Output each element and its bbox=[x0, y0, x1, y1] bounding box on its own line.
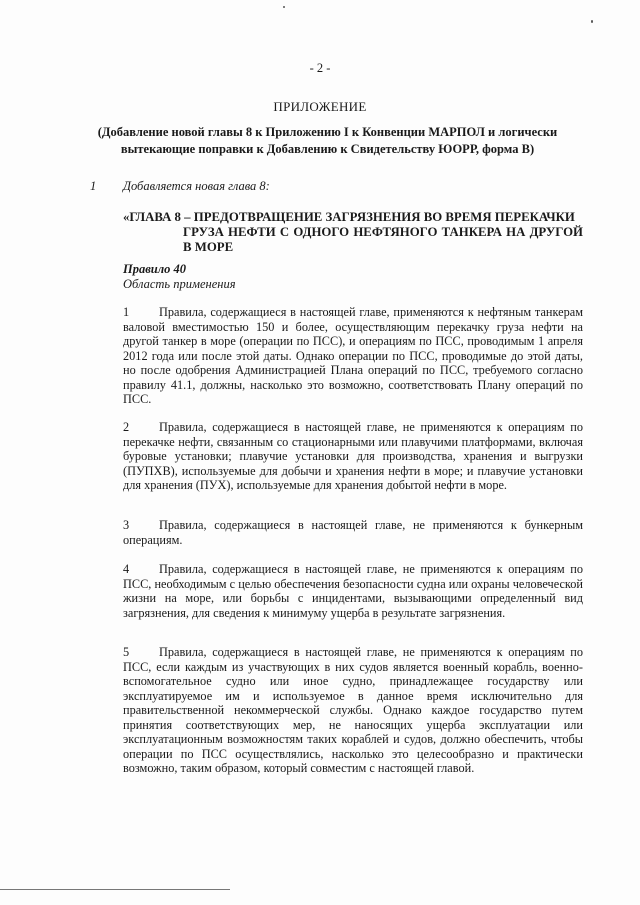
footnote-rule bbox=[0, 889, 230, 890]
paragraph-text: Правила, содержащиеся в настоящей главе, применяются к нефтяным танкерам валовой вместимостью 150 и более, осуществляющим перекачку груза нефти на другой танкер в море (операции по ПСС), и операциям по ПСС, проводимым 1 апреля 2012 года или после этой даты. Однако операции по ПСС, проводимые до этой даты, но после одобрения Администрацией Плана операций по ПСС, требуемого согласно правилу 41.1, должны, насколько это возможно, соответствовать Плану операций по ПСС. bbox=[123, 305, 583, 406]
paragraph-number: 2 bbox=[123, 420, 130, 434]
paragraph-number: 1 bbox=[123, 305, 130, 319]
appendix-subtitle: (Добавление новой главы 8 к Приложению I к Конвенции МАРПОЛ и логически вытекающие поправки к Добавлению к Свидетельству ЮОРР, форма В) bbox=[97, 125, 558, 156]
rule-title: Правило 40 bbox=[123, 262, 187, 276]
paragraph-text: Правила, содержащиеся в настоящей главе, не применяются к бункерным операциям. bbox=[123, 518, 583, 547]
paragraph-text: Правила, содержащиеся в настоящей главе, не применяются к операциям по перекачке нефти, связанным со стационарными или плавучими платформами, включая буровые установки; плавучие установки для производства, хранения и выгрузки (ПУПХВ), используемые для добычи и хранения нефти в море; и плавучие установки для хранения (ПУХ), используемые для хранения добытой нефти в море. bbox=[123, 420, 583, 492]
paragraph-text: Правила, содержащиеся в настоящей главе, не применяются к операциям по ПСС, необходимым с целью обеспечения безопасности судна или охраны человеческой жизни на море, или борьбы с инцидентами, вызывающими определенный вид загрязнения, для сведения к минимуму ущерба в результате загрязнения. bbox=[123, 562, 583, 620]
paragraph-1 bbox=[123, 305, 583, 407]
intro-line: Добавляется новая глава 8: bbox=[123, 179, 270, 193]
paragraph-number: 4 bbox=[123, 562, 130, 576]
paragraph-4 bbox=[123, 562, 583, 620]
scan-speck bbox=[591, 20, 593, 23]
item-marker: 1 bbox=[90, 179, 97, 193]
chapter-heading-line1: «ГЛАВА 8 – ПРЕДОТВРАЩЕНИЕ ЗАГРЯЗНЕНИЯ ВО ВРЕМЯ ПЕРЕКАЧКИ bbox=[123, 210, 575, 224]
paragraph-text: Правила, содержащиеся в настоящей главе, не применяются к операциям по ПСС, если каждым из участвующих в них судов является военный корабль, военно-вспомогательное судно или иное судно, принадлежащее государству или эксплуатируемое им и используемое в данное время исключительно для правительственной некоммерческой службы. Однако каждое государство путем принятия соответствующих мер, не наносящих ущерба эксплуатации или эксплуатационным возможностям таких кораблей и судов, должно обеспечить, чтобы операции по ПСС осуществлялись, насколько это целесообразно и практически возможно, таким образом, который совместим с настоящей главой. bbox=[123, 645, 583, 775]
appendix-title: ПРИЛОЖЕНИЕ bbox=[273, 99, 367, 114]
chapter-heading bbox=[123, 210, 583, 255]
chapter-heading-line2: ГРУЗА НЕФТИ С ОДНОГО НЕФТЯНОГО ТАНКЕРА НА ДРУГОЙ В МОРЕ bbox=[183, 225, 583, 254]
paragraph-5 bbox=[123, 645, 583, 776]
scan-speck bbox=[283, 6, 285, 8]
paragraph-number: 3 bbox=[123, 518, 130, 532]
page-number: - 2 - bbox=[309, 61, 331, 75]
paragraph-number: 5 bbox=[123, 645, 130, 659]
paragraph-2 bbox=[123, 420, 583, 493]
paragraph-3 bbox=[123, 518, 583, 547]
rule-subtitle: Область применения bbox=[123, 277, 236, 291]
